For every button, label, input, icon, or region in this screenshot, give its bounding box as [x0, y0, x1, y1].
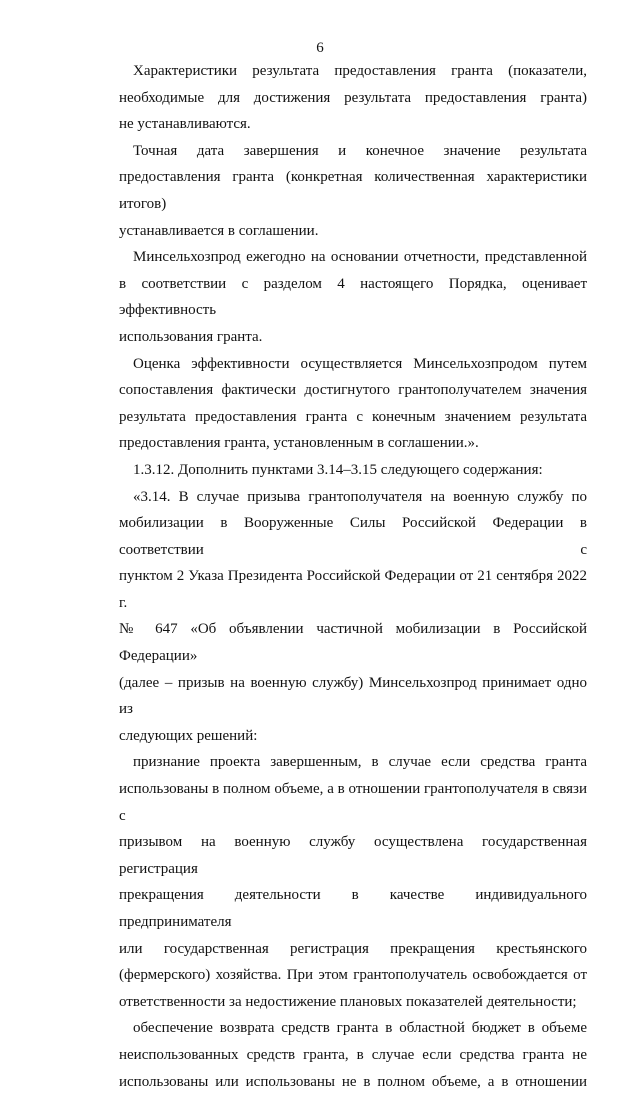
- text-line: предоставления гранта, установленным в соглашении.».: [119, 435, 479, 452]
- text-line: неиспользованных средств гранта, в случае если средства гранта не: [119, 1046, 587, 1063]
- text-line: устанавливается в соглашении.: [119, 222, 319, 239]
- text-line: следующих решений:: [119, 727, 258, 744]
- text-line: Оценка эффективности осуществляется Минсельхозпродом путем: [133, 355, 587, 372]
- text-line: предоставления гранта (конкретная количественная характеристики итогов): [119, 169, 587, 212]
- text-line: (фермерского) хозяйства. При этом грантополучатель освобождается от: [119, 967, 587, 984]
- page-number: 6: [316, 40, 324, 56]
- text-line: не устанавливаются.: [119, 116, 251, 133]
- text-line: сопоставления фактически достигнутого грантополучателем значения: [119, 382, 587, 399]
- text-line: пунктом 2 Указа Президента Российской Федерации от 21 сентября 2022 г.: [119, 568, 587, 611]
- text-line: обеспечение возврата средств гранта в областной бюджет в объеме: [133, 1020, 587, 1037]
- text-line: результата предоставления гранта с конечным значением результата: [119, 408, 587, 425]
- document-body: [119, 58, 587, 1095]
- text-line: «3.14. В случае призыва грантополучателя на военную службу по: [133, 488, 587, 505]
- text-line: в соответствии с разделом 4 настоящего Порядка, оценивает эффективность: [119, 275, 587, 319]
- text-line: необходимые для достижения результата предоставления гранта): [119, 89, 587, 106]
- text-line: Минсельхозпрод ежегодно на основании отчетности, представленной: [133, 249, 587, 266]
- text-line: Характеристики результата предоставления гранта (показатели,: [133, 63, 587, 79]
- text-line: призывом на военную службу осуществлена государственная регистрация: [119, 834, 587, 877]
- text-line: (далее – призыв на военную службу) Минсельхозпрод принимает одно из: [119, 674, 587, 718]
- text-line: признание проекта завершенным, в случае если средства гранта: [133, 754, 587, 771]
- text-line: использованы в полном объеме, а в отношении грантополучателя в связи с: [119, 781, 587, 824]
- text-line: использованы или использованы не в полном объеме, а в отношении: [119, 1073, 587, 1090]
- text-line: № 647 «Об объявлении частичной мобилизации в Российской Федерации»: [119, 621, 587, 665]
- text-line: Точная дата завершения и конечное значение результата: [133, 142, 587, 159]
- text-line: 1.3.12. Дополнить пунктами 3.14–3.15 следующего содержания:: [133, 461, 543, 478]
- text-line: мобилизации в Вооруженные Силы Российской Федерации в соответствии с: [119, 515, 587, 558]
- text-line: прекращения деятельности в качестве индивидуального предпринимателя: [119, 887, 587, 930]
- text-line: или государственная регистрация прекращения крестьянского: [119, 940, 587, 957]
- text-line: ответственности за недостижение плановых показателей деятельности;: [119, 993, 577, 1010]
- text-line: использования гранта.: [119, 328, 263, 345]
